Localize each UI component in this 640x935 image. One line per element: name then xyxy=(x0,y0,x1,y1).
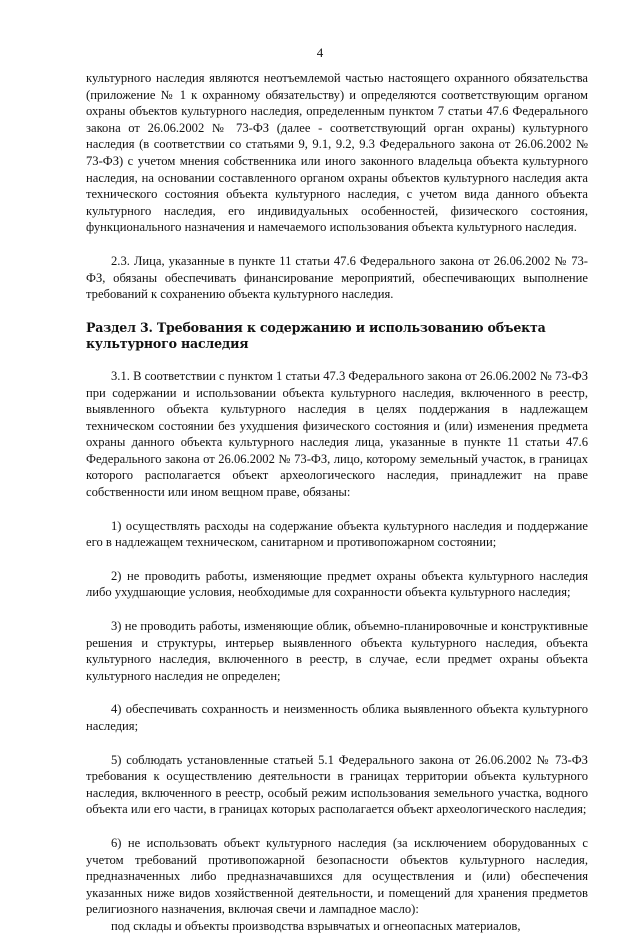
list-item-6: 6) не использовать объект культурного наследия (за исключением оборудованных с учетом требований противопожарной безопасности объектов культурного наследия, предназначенных либо предназначавшихся для осуществления и (или) обеспечения указанных ниже видов хозяйственной деятельности, и помещений для хранения предметов религиозного назначения, включая свечи и лампадное масло): xyxy=(86,835,588,917)
paragraph-3-1: 3.1. В соответствии с пунктом 1 статьи 47.3 Федерального закона от 26.06.2002 № 73-ФЗ при содержании и использовании объекта культурного наследия, включенного в реестр, выявленного объекта культурного наследия в целях поддержания в надлежащем техническом состоянии без ухудшения физического состояния и (или) изменения предмета охраны данного объекта культурного наследия лица, указанные в пункте 11 статьи 47.6 Федерального закона от 26.06.2002 № 73-ФЗ, лицо, которому земельный участок, в границах которого располагается объект археологического наследия, принадлежит на праве собственности или ином вещном праве, обязаны: xyxy=(86,368,588,500)
list-item-1: 1) осуществлять расходы на содержание объекта культурного наследия и поддержание его в надлежащем техническом, санитарном и противопожарном состоянии; xyxy=(86,518,588,550)
list-item-4: 4) обеспечивать сохранность и неизменность облика выявленного объекта культурного наследия; xyxy=(86,702,588,733)
page-number: 4 xyxy=(316,45,324,60)
section-3-heading: Раздел 3. Требования к содержанию и использованию объекта культурного наследия xyxy=(86,319,546,352)
list-item-3: 3) не проводить работы, изменяющие облик, объемно-планировочные и конструктивные решения и структуры, интерьер выявленного объекта культурного наследия, объекта культурного наследия, включенного в реестр, в случае, если предмет охраны объекта культурного наследия не определен; xyxy=(86,619,588,683)
list-item-2: 2) не проводить работы, изменяющие предмет охраны объекта культурного наследия либо ухудшающие условия, необходимые для сохранности объекта культурного наследия; xyxy=(86,568,588,600)
list-item-5: 5) соблюдать установленные статьей 5.1 Федерального закона от 26.06.2002 № 73-ФЗ требования к осуществлению деятельности в границах территории объекта культурного наследия, включенного в реестр, особый режим использования земельного участка, водного объекта или его части, в границах которых располагается объект археологического наследия; xyxy=(86,752,588,817)
list-item-6-sub: под склады и объекты производства взрывчатых и огнеопасных материалов, xyxy=(111,918,521,933)
document-body xyxy=(86,70,588,935)
paragraph-intro: культурного наследия являются неотъемлемой частью настоящего охранного обязательства (приложение № 1 к охранному обязательству) и определяются соответствующим органом охраны объектов культурного наследия, определенным пунктом 7 статьи 47.6 Федерального закона от 26.06.2002 № 73-ФЗ (далее - соответствующий орган охраны) культурного наследия (в соответствии со статьями 9, 9.1, 9.2, 9.3 Федерального закона от 26.06.2002 № 73-ФЗ) с учетом мнения собственника или иного законного владельца объекта культурного наследия, на основании составленного органом охраны объектов культурного наследия акта технического состояния объекта культурного наследия, с учетом вида данного объекта культурного наследия, его индивидуальных особенностей, физического состояния, функционального назначения и намечаемого использования объекта культурного наследия. xyxy=(86,71,588,235)
paragraph-2-3: 2.3. Лица, указанные в пункте 11 статьи 47.6 Федерального закона от 26.06.2002 № 73-ФЗ, обязаны обеспечивать финансирование мероприятий, обеспечивающих выполнение требований к сохранению объекта культурного наследия. xyxy=(86,253,588,302)
